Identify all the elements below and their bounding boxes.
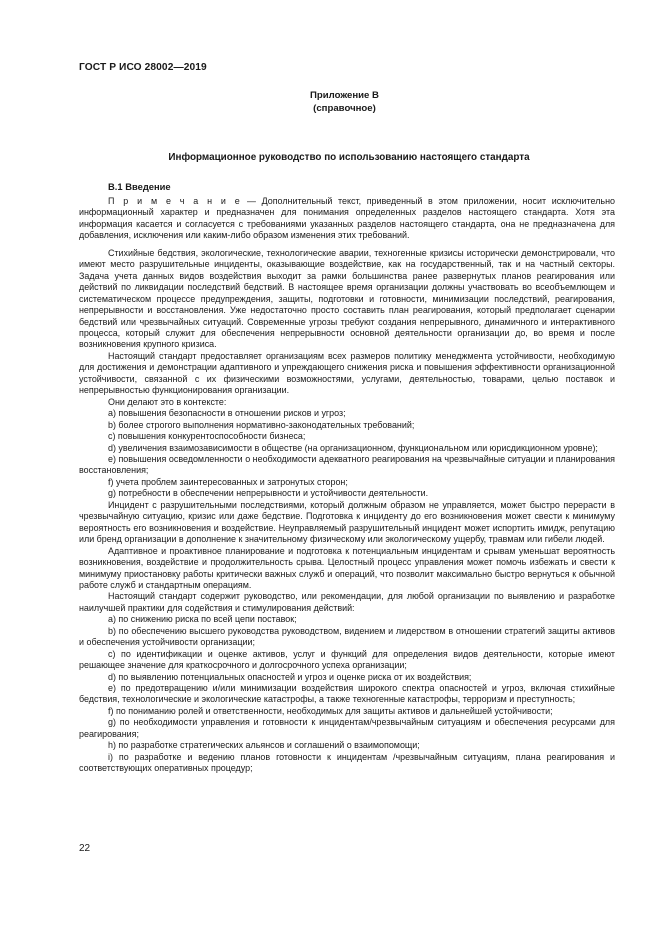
paragraph: Настоящий стандарт предоставляет организациям всех размеров политику менеджмента устойчивости, необходимую для достижения и демонстрации адаптивного и упреждающего снижения риска и повышения эффективности организационной устойчивости, связанной с их физическими возможностями, услугами, деятельностью, товарами, целью поставок и непрерывностью функционирования организации. [79,350,615,396]
paragraph: Настоящий стандарт содержит руководство, или рекомендации, для любой организации по выявлению и разработке наилучшей практики для содействия и стимулирования действий: [79,591,615,613]
note-label: П р и м е ч а н и е [108,196,242,206]
list-item: i) по разработке и ведению планов готовности к инцидентам /чрезвычайным ситуациям, плана реагирования и соответствующих оперативных процедур; [79,751,615,774]
list-item: d) по выявлению потенциальных опасностей и угроз и оценке риска от их воздействия; [108,671,472,682]
paragraph: Адаптивное и проактивное планирование и подготовка к потенциальным инцидентам и срывам уменьшат вероятность возникновения, воздействие и продолжительность срыва. Целостный процесс управления может помочь избежать и свести к минимуму приостановку работы критически важных служб и операций, что позволит максимально быстро вернуться к обычной работе служб и стандартным операциям. [79,545,615,590]
list-item: e) по предотвращению и/или минимизации воздействия широкого спектра опасностей и угроз, включая стихийные бедствия, технологические и экологические катастрофы, а также техногенные катастрофы, терроризм и преступность; [79,683,615,705]
paragraph: Они делают это в контексте: [108,396,227,407]
annex-main-title: Информационное руководство по использованию настоящего стандарта [168,152,530,163]
annex-title: Приложение В [310,90,379,101]
note-text: — Дополнительный текст, приведенный в этом приложении, носит исключительно информационный характер и предназначен для понимания определенных разделов настоящего стандарта. Хотя эта информация касается и согласуется с требованиями указанных разделов настоящего стандарта, она не предназначена для добавления, исключения или каким-либо образом изменения этих требований. [79,196,615,241]
list-item: d) увеличения взаимозависимости в обществе (на организационном, функциональном или юрисдикционном уровне); [108,442,598,453]
list-item: h) по разработке стратегических альянсов и соглашений о взаимопомощи; [108,740,420,751]
list-item: f) по пониманию ролей и ответственности, необходимых для защиты активов и дальнейшей устойчивости; [108,705,553,716]
list-item: g) по необходимости управления и готовности к инцидентам/чрезвычайным ситуациям и обеспечения ресурсами для реагирования; [79,717,615,739]
annex-heading [0,89,661,115]
list-item: b) по обеспечению высшего руководства руководством, видением и лидерством в отношении стратегий защиты активов и обеспечения устойчивости организации; [79,625,615,648]
list-item: a) по снижению риска по всей цепи поставок; [108,614,297,625]
list-item: g) потребности в обеспечении непрерывности и устойчивости деятельности. [108,488,429,499]
paragraph: Инцидент с разрушительными последствиями, который должным образом не управляется, может быстро перерасти в чрезвычайную ситуацию, кризис или даже бедствие. Подготовка к инциденту до его возникновения может свести к минимуму вероятность его возникновения и воздействие. Неуправляемый разрушительный инцидент может испортить имидж, репутацию или бренд организации в дополнение к значительному физическому или экологическому ущербу, травмам или гибели людей. [79,499,615,545]
page-number: 22 [79,843,91,854]
annex-type: (справочное) [313,103,376,114]
paragraph: Стихийные бедствия, экологические, технологические аварии, техногенные кризисы исторически демонстрировали, что имеют место разрушительные инциденты, оказывающие воздействие, как на государственный, так и на частный секторы. Задача учета данных видов воздействия выходит за рамки большинства ранее развернутых планов реагирования или действий по ликвидации последствий бедствий. В настоящее время организации должны участвовать во всеобъемлющем и систематическом процессе предупреждения, защиты, подготовки и готовности, минимизации последствий, реагирования, непрерывности и восстановления. Уже недостаточно просто составить план реагирования, который предполагает сценарии бедствий или чрезвычайных ситуаций. Современные угрозы требуют создания непрерывного, динамичного и интерактивного процесса, который служит для обеспечения непрерывности основной деятельности организации до, во время и после возникновения крупного кризиса. [79,247,615,350]
list-item: e) повышения осведомленности о необходимости адекватного реагирования на чрезвычайные ситуации и планирования восстановления; [79,453,615,476]
list-item: b) более строгого выполнения нормативно-законодательных требований; [108,419,415,430]
document-header: ГОСТ Р ИСО 28002—2019 [79,62,207,73]
list-item: a) повышения безопасности в отношении рисков и угроз; [108,408,346,419]
list-item: c) по идентификации и оценке активов, услуг и функций для определения видов деятельности, которые имеют решающее значение для краткосрочного и долгосрочного успеха организации; [79,648,615,671]
list-item: f) учета проблем заинтересованных и затронутых сторон; [108,476,348,487]
section-heading: В.1 Введение [108,181,171,192]
list-item: c) повышения конкурентоспособности бизнеса; [108,431,306,442]
note-paragraph [79,196,615,242]
document-body [79,196,615,775]
